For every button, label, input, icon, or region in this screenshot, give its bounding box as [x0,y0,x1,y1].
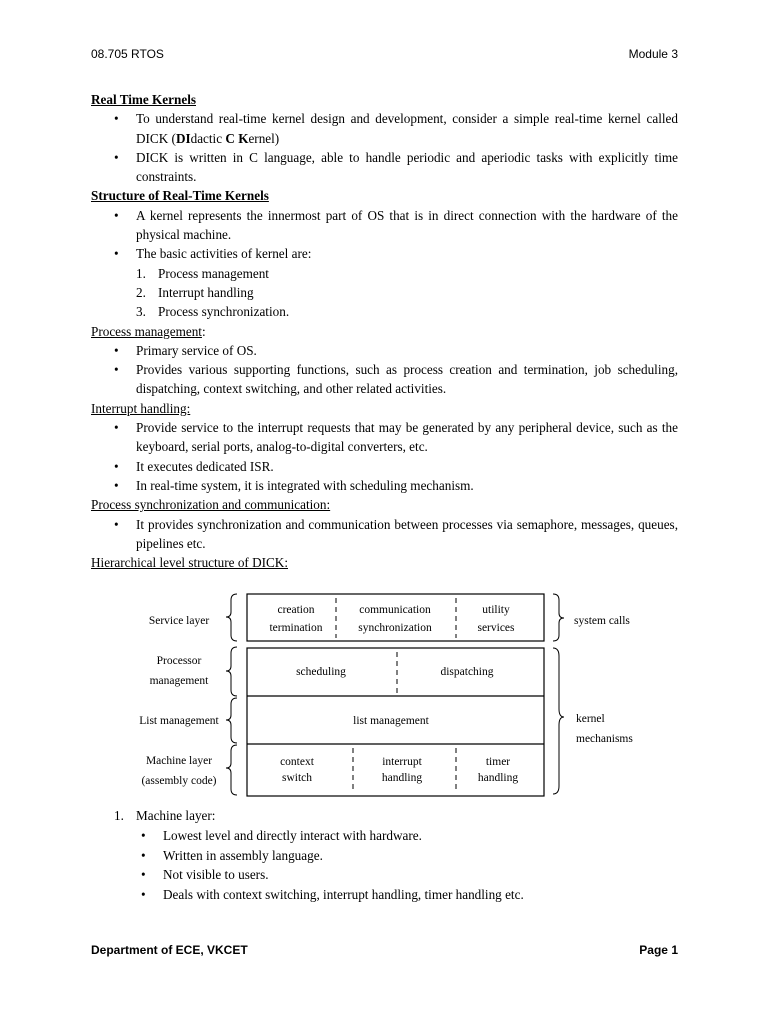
bullet-list [91,206,678,264]
cell-interrupt-handling: handling [381,772,423,784]
list-item: • To understand real-time kernel design and development, consider a simple real-time kernel called DICK (DIdactic C Kernel) [91,109,678,148]
list-item: 2. Interrupt handling [136,284,254,300]
list-item: • A kernel represents the innermost part of OS that is in direct connection with the hardware of the physical machine. [91,206,678,245]
label-machine-layer: Machine layer [145,755,213,767]
machine-layer-heading: 1. Machine layer: [114,808,216,823]
label-kernel: kernel [576,713,605,725]
footer-department: Department of ECE, VKCET [91,943,248,957]
label-mechanisms: mechanisms [576,733,633,745]
bullet-list [91,826,678,905]
list-item: • Lowest level and directly interact with hardware. [91,826,678,846]
cell-termination: termination [269,622,323,634]
bullet-list [91,418,678,495]
list-item: • It provides synchronization and communication between processes via semaphore, messages, queues, pipelines etc. [91,515,678,554]
list-item: • The basic activities of kernel are: [91,244,678,263]
list-item: • Written in assembly language. [91,846,678,866]
cell-utility: utility [482,604,510,616]
list-item: • In real-time system, it is integrated with scheduling mechanism. [91,476,678,495]
list-item: • DICK is written in C language, able to handle periodic and aperiodic tasks with explicitly time constraints. [91,148,678,187]
cell-dispatching: dispatching [440,666,494,678]
numbered-list [91,264,678,322]
subsection-title-interrupt-handling: Interrupt handling: [91,400,191,416]
header-module: Module 3 [628,47,678,61]
label-service-layer: Service layer [148,615,210,627]
cell-creation: creation [277,604,315,616]
subsection-title-process-management: Process management: [91,323,206,339]
machine-layer-section [91,806,678,905]
section-title-structure: Structure of Real-Time Kernels [91,188,269,204]
cell-timer: timer [485,756,511,768]
section-title-real-time-kernels: Real Time Kernels [91,92,196,107]
label-list-management: List management [139,715,219,727]
list-item: 1. Process management [136,265,269,281]
cell-timer-handling: handling [477,772,519,784]
label-management: management [149,675,209,687]
list-item: • Not visible to users. [91,865,678,885]
label-system-calls: system calls [574,615,630,627]
list-item: • Deals with context switching, interrupt handling, timer handling etc. [91,885,678,905]
label-assembly-code: (assembly code) [141,775,217,787]
bullet-list [91,515,678,554]
list-item: • Provides various supporting functions, such as process creation and termination, job scheduling, dispatching, context switching, and other related activities. [91,360,678,399]
cell-communication: communication [359,604,431,616]
list-item: • Provide service to the interrupt requests that may be generated by any peripheral device, such as the keyboard, serial ports, analog-to-digital converters, etc. [91,418,678,457]
bullet-list [91,109,678,186]
subsection-title-hierarchical: Hierarchical level structure of DICK: [91,555,288,571]
subsection-title-process-sync: Process synchronization and communication: [91,497,331,513]
list-item: • Primary service of OS. [91,341,678,360]
cell-synchronization: synchronization [358,622,432,634]
footer-page-number: Page 1 [639,943,678,957]
cell-scheduling: scheduling [296,666,346,678]
cell-interrupt: interrupt [382,756,422,768]
cell-list-management: list management [353,715,429,727]
header-course: 08.705 RTOS [91,47,164,61]
cell-context: context [280,756,314,768]
cell-services: services [477,622,515,634]
dick-hierarchy-diagram [125,586,645,801]
list-item: • It executes dedicated ISR. [91,457,678,476]
document-body [91,90,678,572]
cell-switch: switch [281,772,313,784]
list-item: 3. Process synchronization. [136,304,290,320]
bullet-list [91,341,678,399]
label-processor: Processor [156,655,202,667]
